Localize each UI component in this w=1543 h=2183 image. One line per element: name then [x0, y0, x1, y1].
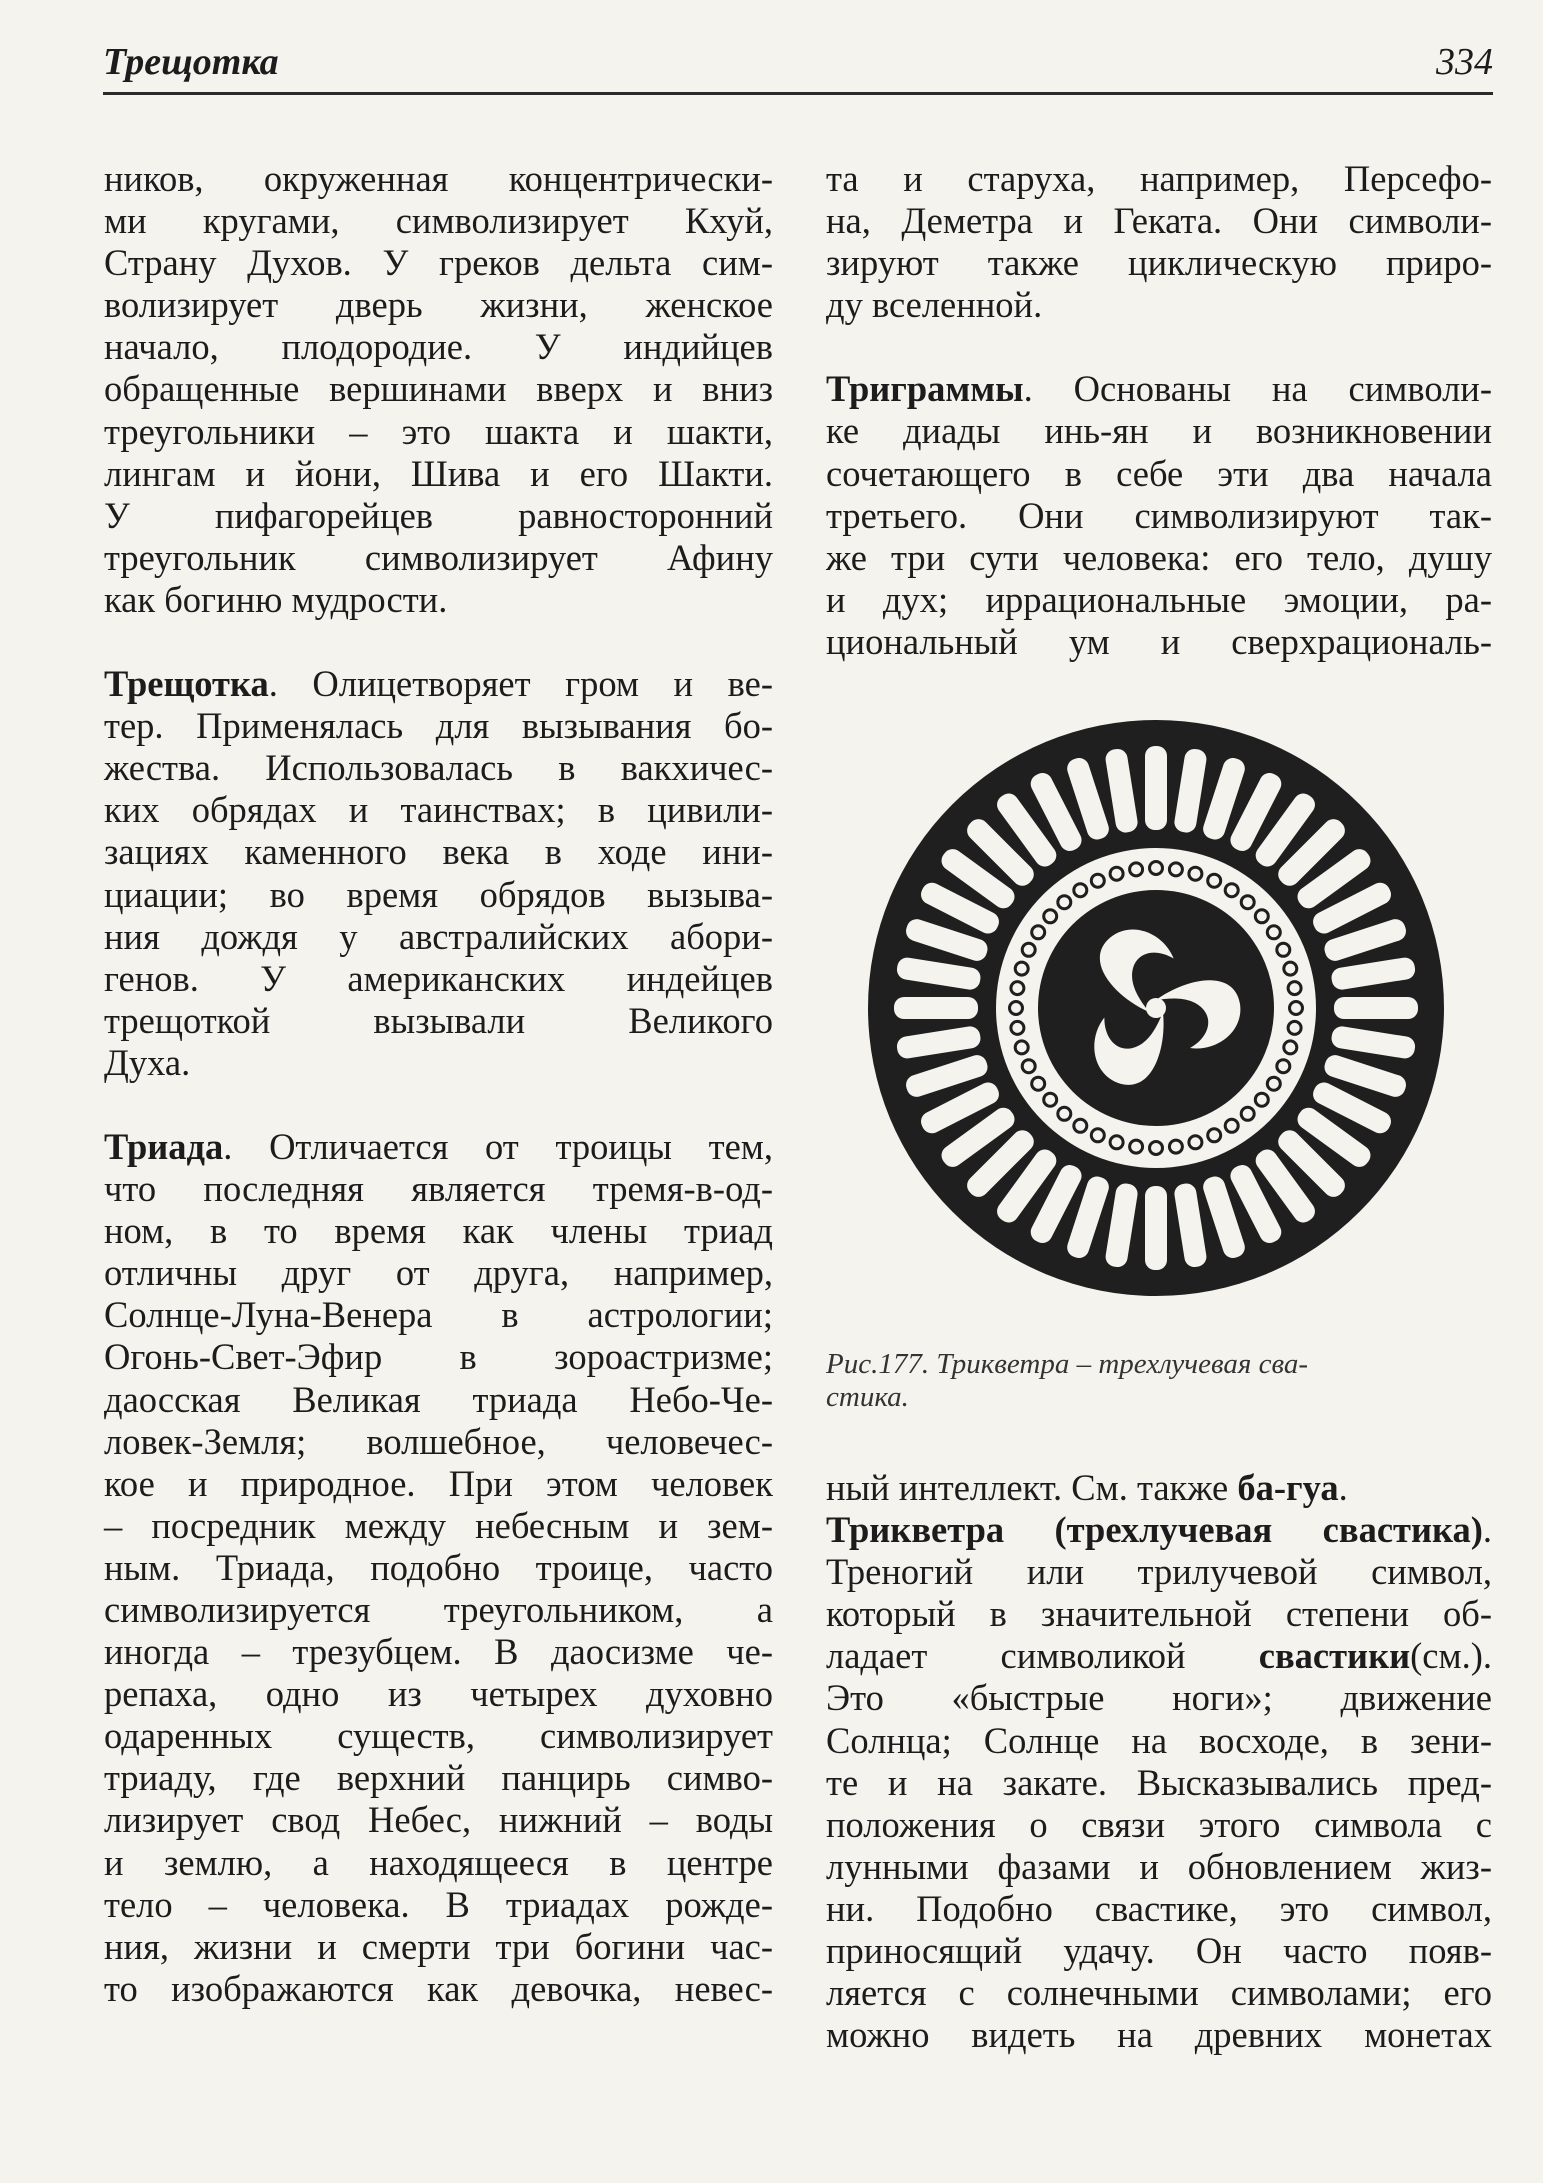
ring-dot — [1015, 962, 1028, 975]
ring-dot — [1277, 1060, 1290, 1073]
ring-dot — [1255, 1093, 1268, 1106]
text-line: ми кругами, символизирует Кхуй, — [104, 200, 773, 242]
text-line: начало, плодородие. У индийцев — [104, 326, 773, 368]
right-column-bottom — [826, 1467, 1492, 2056]
ring-dot — [1022, 1060, 1035, 1073]
caption-line: стика. — [826, 1381, 909, 1413]
ring-dot — [1288, 1021, 1301, 1034]
text-line: то изображаются как девочка, невес- — [104, 1967, 773, 2009]
petal-shape — [894, 997, 978, 1019]
text-line: – посредник между небесным и зем- — [104, 1504, 773, 1546]
text-line: генов. У американских индейцев — [104, 957, 773, 999]
text-line: ких обрядах и таинствах; в цивили- — [104, 789, 773, 831]
text-line: ным. Триада, подобно троице, часто — [104, 1546, 773, 1588]
text-line: Солнце-Луна-Венера в астрологии; — [104, 1294, 773, 1336]
figure-caption — [826, 1348, 1492, 1414]
ring-dot — [1074, 1119, 1087, 1132]
ring-dot — [1189, 1136, 1202, 1149]
text-line — [104, 663, 773, 705]
header-rule — [103, 92, 1493, 95]
ring-dot — [1267, 1077, 1280, 1090]
ring-dot — [1110, 1136, 1123, 1149]
text-line: ния, жизни и смерти три богини час- — [104, 1925, 773, 1967]
ring-dot — [1044, 910, 1057, 923]
ring-dot — [1022, 943, 1035, 956]
ring-dot — [1130, 863, 1143, 876]
text-line: жества. Использовалась в вакхичес- — [104, 747, 773, 789]
ring-dot — [1290, 1002, 1303, 1015]
text-line: волизирует дверь жизни, женское — [104, 284, 773, 326]
text-line: лунными фазами и обновлением жиз- — [826, 1845, 1492, 1887]
ring-dot — [1010, 1002, 1023, 1015]
text-line: кое и природное. При этом человек — [104, 1462, 773, 1504]
text-line: даосская Великая триада Небо-Че- — [104, 1378, 773, 1420]
ring-dot — [1044, 1093, 1057, 1106]
text-fragment: ладает символикой — [826, 1635, 1259, 1677]
text-line: Огонь-Свет-Эфир в зороастризме; — [104, 1336, 773, 1378]
ring-dot — [1241, 896, 1254, 909]
ring-dot — [1277, 943, 1290, 956]
ring-dot — [1169, 863, 1182, 876]
running-head — [103, 40, 1493, 90]
text-line: лингам и йони, Шива и его Шакти. — [104, 452, 773, 494]
text-fragment: ный интеллект. См. также — [826, 1467, 1238, 1508]
ring-dot — [1011, 1021, 1024, 1034]
text-line: который в значительной степени об- — [826, 1593, 1492, 1635]
text-line: ния дождя у австралийских абори- — [104, 915, 773, 957]
triskele-figure — [866, 708, 1446, 1308]
text-line: треугольник символизирует Афину — [104, 536, 773, 578]
text-line: иногда – трезубцем. В даосизме че- — [104, 1631, 773, 1673]
text-line: зируют также циклическую приро- — [826, 242, 1492, 284]
ring-dot — [1011, 982, 1024, 995]
ring-dot — [1284, 1041, 1297, 1054]
text-line — [826, 1509, 1492, 1551]
text-line: ни. Подобно свастике, это символ, — [826, 1887, 1492, 1929]
text-line: на, Деметра и Геката. Они символи- — [826, 200, 1492, 242]
text-line: ляется с солнечными символами; его — [826, 1972, 1492, 2014]
ring-dot — [1032, 1077, 1045, 1090]
text-line — [826, 1635, 1492, 1677]
text-line: трещоткой вызывали Великого — [104, 999, 773, 1041]
entry-trigrammy — [826, 368, 1492, 663]
text-line: ников, окруженная концентрически- — [104, 158, 773, 199]
text-line: символизируется треугольником, а — [104, 1589, 773, 1630]
cross-reference: ба-гуа — [1237, 1467, 1339, 1508]
text-fragment: . Олицетворяет гром и ве- — [268, 663, 773, 705]
text-line: треугольники – это шакта и шакти, — [104, 410, 773, 452]
ring-dot — [1241, 1107, 1254, 1120]
cross-reference: свастики — [1258, 1635, 1411, 1677]
text-line — [104, 1126, 773, 1168]
caption-line: Рис.177. Трикветра – трехлучевая сва- — [826, 1348, 1309, 1380]
text-fragment: (см.). — [1410, 1635, 1492, 1677]
text-line: Страну Духов. У греков дельта сим- — [104, 242, 773, 284]
entry-term: Трещотка — [104, 663, 269, 705]
ring-dot — [1150, 862, 1163, 875]
paragraph-continuation — [826, 1467, 1492, 1509]
ring-dot — [1032, 926, 1045, 939]
ring-dot — [1208, 1129, 1221, 1142]
text-fragment: . — [1482, 1509, 1492, 1551]
petal-shape — [1145, 1186, 1167, 1270]
ring-dot — [1267, 926, 1280, 939]
text-line: У пифагорейцев равносторонний — [104, 494, 773, 536]
ring-dot — [1150, 1142, 1163, 1155]
page-number: 334 — [1436, 41, 1493, 83]
text-line: ке диады инь-ян и возникновении — [826, 410, 1492, 452]
entry-triquetra — [826, 1509, 1492, 2056]
text-line: и дух; иррациональные эмоции, ра- — [826, 578, 1492, 620]
ring-dot — [1189, 867, 1202, 880]
text-line: лизирует свод Небес, нижний – воды — [104, 1799, 773, 1841]
text-line: тер. Применялась для вызывания бо- — [104, 705, 773, 747]
text-line: приносящий удачу. Он часто появ- — [826, 1930, 1492, 1972]
text-fragment: . Основаны на символи- — [1023, 368, 1492, 410]
ring-dot — [1074, 884, 1087, 897]
petal-shape — [1145, 746, 1167, 830]
text-line: как богиню мудрости. — [104, 578, 448, 620]
ring-dot — [1288, 982, 1301, 995]
text-line: триаду, где верхний панцирь симво- — [104, 1757, 773, 1799]
ring-dot — [1091, 1129, 1104, 1142]
text-line: третьего. Они символизируют так- — [826, 494, 1492, 536]
entry-term: Триграммы — [826, 368, 1024, 410]
text-line: Солнца; Солнце на восходе, в зени- — [826, 1719, 1492, 1761]
text-line: зациях каменного века в ходе ини- — [104, 831, 773, 873]
text-line: положения о связи этого символа с — [826, 1803, 1492, 1845]
ring-dot — [1058, 1107, 1071, 1120]
text-line: та и старуха, например, Персефо- — [826, 158, 1492, 199]
entry-term: Трикветра (трехлучевая свастика) — [826, 1509, 1483, 1551]
text-line: ловек-Земля; волшебное, человечес- — [104, 1420, 773, 1462]
ring-dot — [1058, 896, 1071, 909]
text-line: ду вселенной. — [826, 284, 1043, 326]
left-column — [104, 158, 773, 2010]
text-line: ном, в то время как члены триад — [104, 1210, 773, 1252]
text-line — [826, 1467, 1492, 1509]
text-line: репаха, одно из четырех духовно — [104, 1673, 773, 1715]
text-line — [826, 368, 1492, 410]
text-line: Это «быстрые ноги»; движение — [826, 1677, 1492, 1719]
ring-dot — [1169, 1140, 1182, 1153]
text-fragment: . Отличается от троицы тем, — [223, 1125, 773, 1167]
paragraph-continuation — [826, 158, 1492, 326]
ring-dot — [1015, 1041, 1028, 1054]
text-line: одаренных существ, символизирует — [104, 1715, 773, 1757]
ring-dot — [1255, 910, 1268, 923]
text-line: же три сути человека: его тело, душу — [826, 536, 1492, 578]
ring-dot — [1225, 1119, 1238, 1132]
triskele-illustration — [866, 708, 1446, 1308]
ring-dot — [1284, 962, 1297, 975]
ring-dot — [1110, 867, 1123, 880]
text-line: циации; во время обрядов вызыва- — [104, 873, 773, 915]
entry-triada — [104, 1126, 773, 2010]
text-line: те и на закате. Высказывались пред- — [826, 1761, 1492, 1803]
ring-dot — [1130, 1140, 1143, 1153]
ring-dot — [1091, 874, 1104, 887]
text-line: тело – человека. В триадах рожде- — [104, 1883, 773, 1925]
right-column-top — [826, 158, 1492, 663]
text-line: Треногий или трилучевой символ, — [826, 1551, 1492, 1593]
text-line: циональный ум и сверхрациональ- — [826, 620, 1492, 662]
triskele-center — [1146, 998, 1166, 1018]
text-line: что последняя является тремя-в-од- — [104, 1168, 773, 1210]
paragraph-continuation — [104, 158, 773, 621]
text-fragment: . — [1338, 1467, 1348, 1508]
running-title: Трещотка — [103, 41, 279, 83]
ring-dot — [1225, 884, 1238, 897]
text-line: обращенные вершинами вверх и вниз — [104, 368, 773, 410]
ring-dot — [1208, 874, 1221, 887]
text-line: можно видеть на древних монетах — [826, 2014, 1492, 2056]
entry-treshchotka — [104, 663, 773, 1084]
text-line: сочетающего в себе эти два начала — [826, 452, 1492, 494]
text-line: отличны друг от друга, например, — [104, 1252, 773, 1294]
entry-term: Триада — [104, 1125, 224, 1167]
petal-shape — [1334, 997, 1418, 1019]
text-line: и землю, а находящееся в центре — [104, 1841, 773, 1883]
text-line: Духа. — [104, 1041, 191, 1083]
